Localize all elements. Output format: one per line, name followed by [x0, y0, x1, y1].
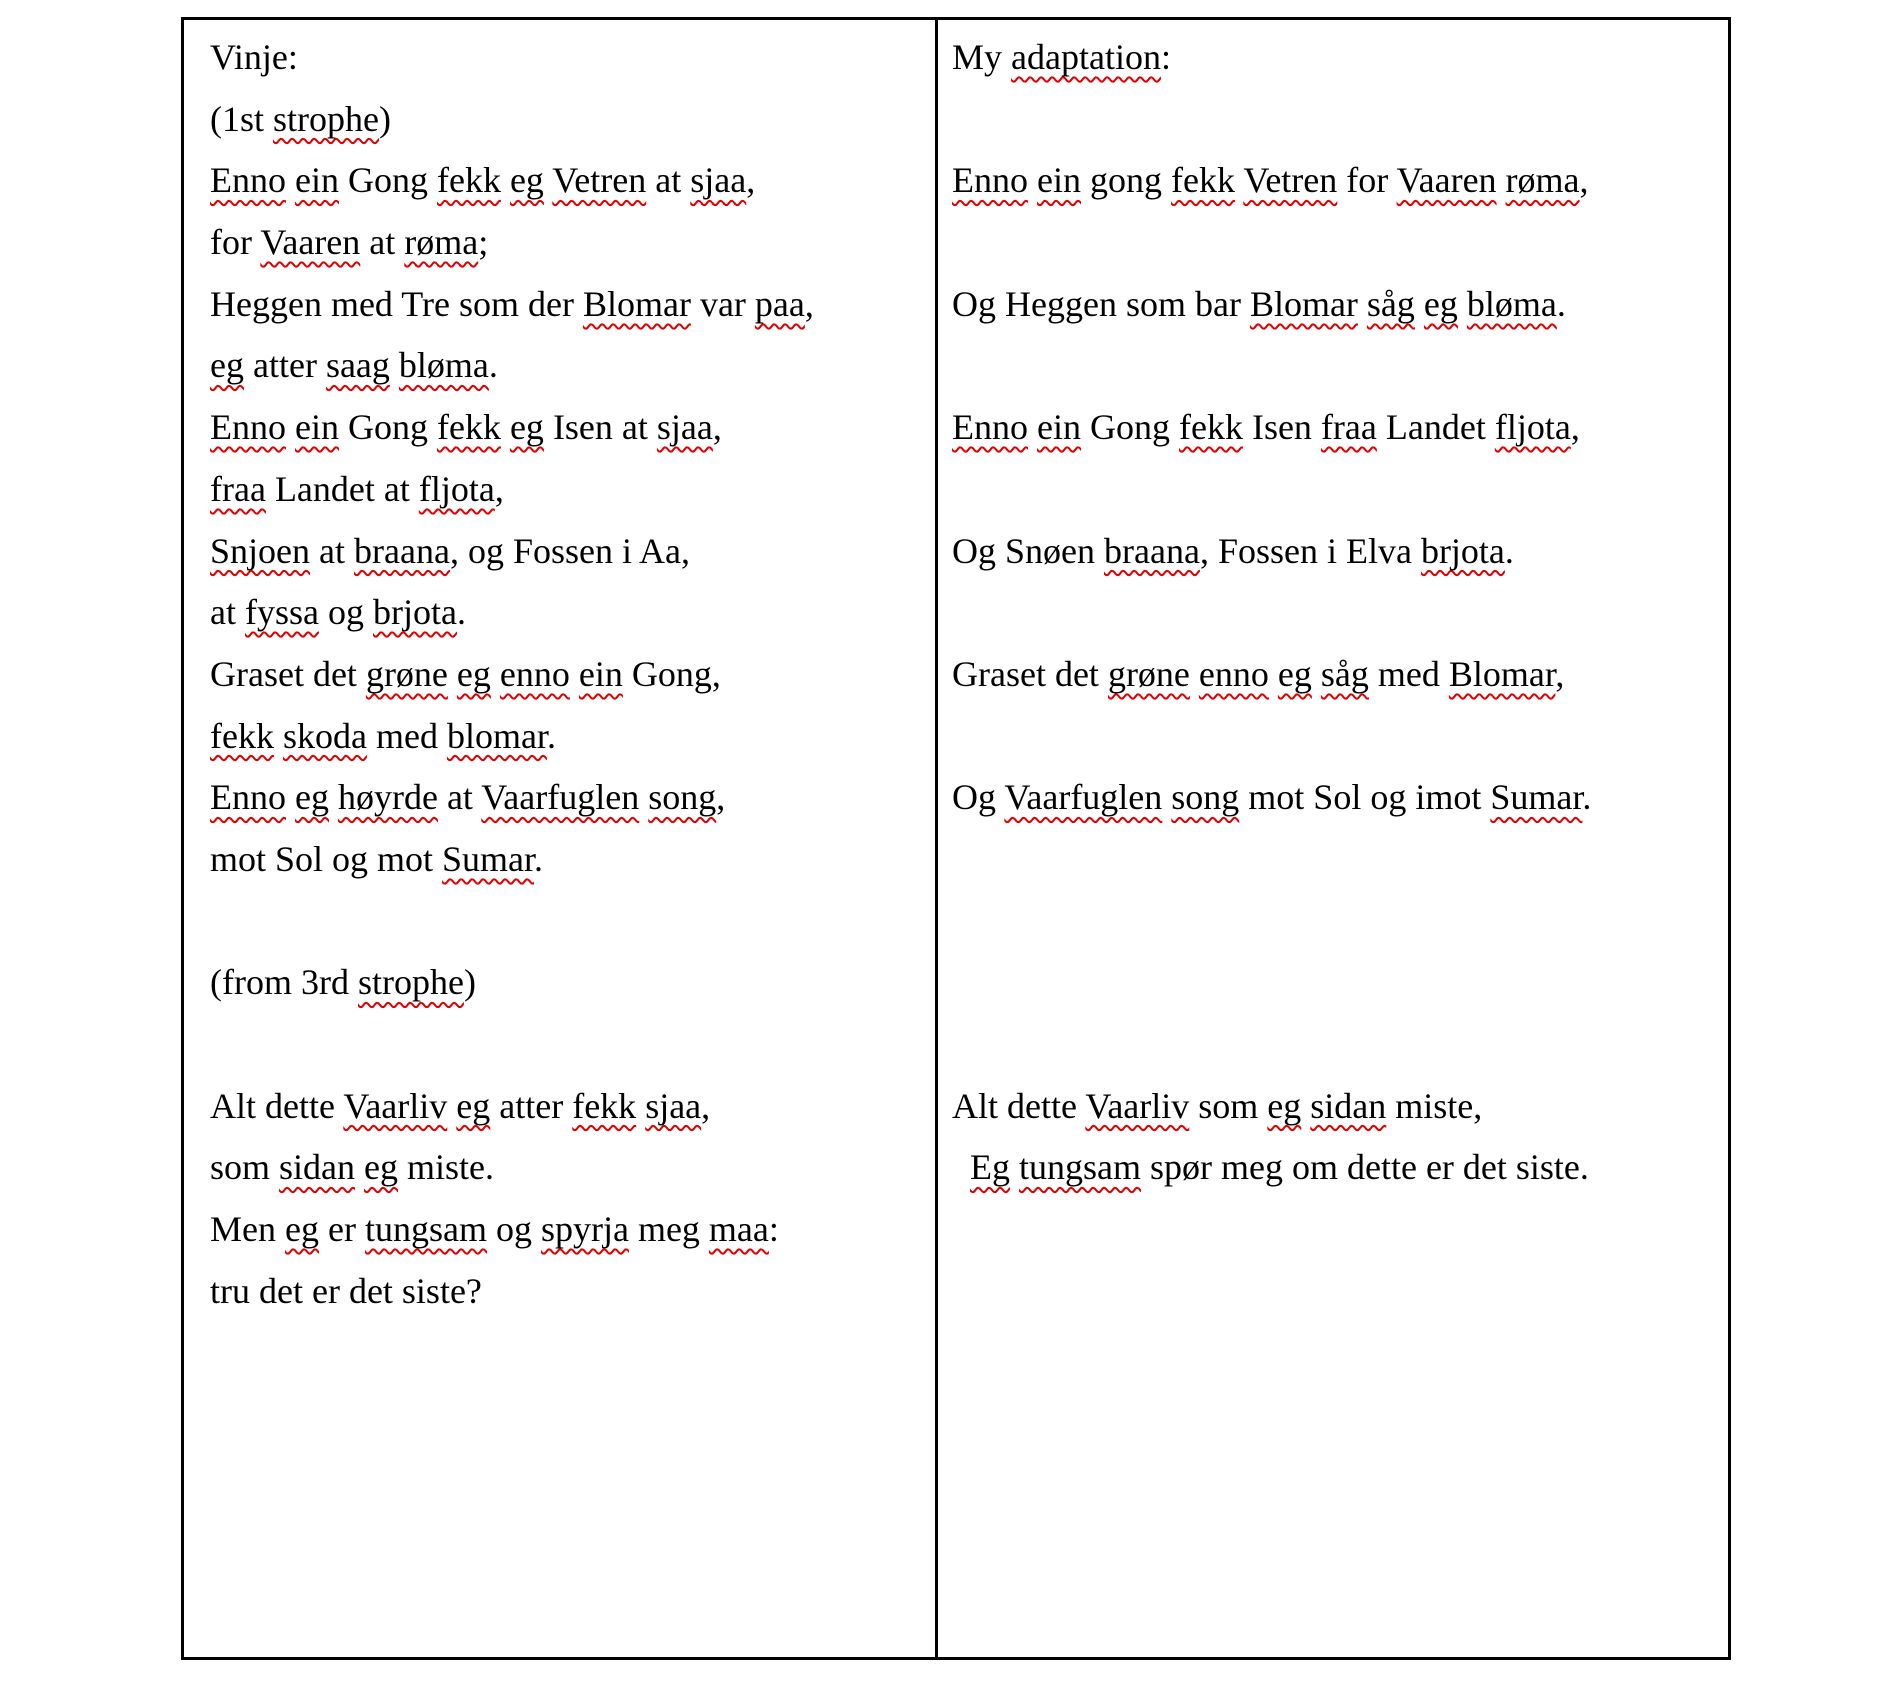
text-segment: .	[1582, 777, 1592, 818]
poem-line	[952, 397, 1720, 459]
text-segment: gong	[1080, 160, 1171, 201]
text-segment: at	[310, 530, 354, 571]
text-segment: .	[488, 345, 498, 386]
text-segment: var	[690, 283, 755, 324]
misspelled-word: fekk	[210, 715, 274, 756]
text-segment: som	[210, 1147, 280, 1188]
text-segment: og	[318, 592, 373, 633]
text-segment	[501, 160, 510, 200]
poem-line	[952, 212, 1720, 274]
misspelled-word: Vaarfuglen	[1004, 777, 1163, 818]
column-header-line	[952, 27, 1720, 89]
text-segment: at	[210, 592, 245, 633]
misspelled-word: fljota	[418, 468, 495, 509]
misspelled-word: tungsam	[1019, 1147, 1141, 1188]
misspelled-word: fyssa	[244, 592, 319, 633]
misspelled-word: Enno	[210, 407, 286, 448]
misspelled-word: Blomar	[1249, 283, 1358, 324]
text-segment: Landet	[1376, 407, 1495, 448]
misspelled-word: Snjoen	[210, 530, 311, 571]
poem-line	[210, 582, 927, 644]
misspelled-word: song	[1171, 777, 1240, 818]
poem-line	[952, 521, 1720, 583]
misspelled-word: fekk	[572, 1085, 637, 1126]
misspelled-word: eg	[1277, 653, 1312, 694]
poem-line	[210, 767, 927, 829]
text-segment	[1028, 407, 1037, 447]
misspelled-word: song	[648, 777, 717, 818]
text-segment: mot Sol og mot	[210, 838, 443, 879]
misspelled-word: eg	[1267, 1085, 1302, 1126]
text-segment: mot Sol og imot	[1239, 777, 1491, 818]
text-segment	[1301, 1086, 1310, 1126]
text-segment	[1358, 284, 1367, 324]
poem-line	[952, 644, 1720, 706]
misspelled-word: Vaarliv	[343, 1085, 448, 1126]
poem-line	[210, 459, 927, 521]
poem-line	[952, 1014, 1720, 1076]
text-segment: Landet at	[265, 468, 419, 509]
misspelled-word: bløma	[1466, 283, 1557, 324]
text-segment: ,	[494, 468, 504, 509]
misspelled-word: fekk	[436, 407, 501, 448]
poem-line	[952, 952, 1720, 1014]
text-segment: miste,	[1386, 1085, 1483, 1126]
poem-line	[210, 89, 927, 151]
text-segment: ,	[712, 407, 722, 448]
poem-line	[952, 1076, 1720, 1138]
misspelled-word: bløma	[398, 345, 489, 386]
misspelled-word: såg	[1366, 283, 1415, 324]
poem-line	[210, 274, 927, 336]
poem-line	[952, 891, 1720, 953]
poem-line	[210, 1076, 927, 1138]
text-segment: Graset det	[952, 653, 1108, 694]
misspelled-word: brjota	[372, 592, 457, 633]
misspelled-word: grøne	[365, 653, 448, 694]
text-segment: ;	[478, 222, 489, 263]
text-segment	[570, 654, 579, 694]
misspelled-word: fraa	[1320, 407, 1377, 448]
text-segment: atter	[490, 1085, 573, 1126]
poem-line	[952, 767, 1720, 829]
text-segment: og	[486, 1209, 541, 1250]
text-segment: at	[360, 222, 405, 263]
misspelled-word: eg	[456, 1085, 491, 1126]
misspelled-word: ein	[295, 160, 339, 201]
misspelled-word: Sumar	[1490, 777, 1583, 818]
text-segment: Gong,	[622, 653, 721, 694]
text-segment: .	[1556, 283, 1566, 324]
text-segment: ,	[1555, 653, 1565, 694]
poem-line	[952, 706, 1720, 768]
poem-line	[952, 582, 1720, 644]
misspelled-word: såg	[1320, 653, 1369, 694]
poem-line	[210, 397, 927, 459]
text-segment	[286, 777, 295, 817]
poem-line	[952, 1137, 1720, 1199]
text-segment: , Fossen i Elva	[1199, 530, 1421, 571]
misspelled-word: fekk	[436, 160, 501, 201]
misspelled-word: adaptation	[1011, 37, 1161, 77]
text-segment: Vinje:	[210, 37, 298, 77]
text-segment: Gong	[338, 160, 437, 201]
misspelled-word: høyrde	[337, 777, 438, 818]
text-segment	[491, 654, 500, 694]
misspelled-word: Vaaren	[1396, 160, 1497, 201]
misspelled-word: Vetren	[1243, 160, 1338, 201]
text-segment: .	[456, 592, 466, 633]
misspelled-word: saag	[325, 345, 390, 386]
misspelled-word: enno	[1198, 653, 1269, 694]
misspelled-word: blomar	[446, 715, 547, 756]
text-segment: med	[1368, 653, 1449, 694]
misspelled-word: maa	[708, 1209, 769, 1250]
text-segment	[1010, 1147, 1019, 1187]
text-segment: Gong	[1080, 407, 1179, 448]
poem-line	[952, 459, 1720, 521]
column-header-line	[210, 27, 927, 89]
poem-line	[210, 644, 927, 706]
text-segment: .	[1504, 530, 1514, 571]
misspelled-word: fraa	[210, 468, 266, 509]
misspelled-word: skoda	[282, 715, 367, 756]
text-segment	[286, 407, 295, 447]
misspelled-word: spyrja	[540, 1209, 629, 1250]
text-segment	[355, 1147, 364, 1187]
text-segment: Isen at	[543, 407, 657, 448]
poem-line	[952, 829, 1720, 891]
misspelled-word: fljota	[1494, 407, 1571, 448]
text-segment: (from 3rd	[210, 962, 358, 1003]
poem-line	[210, 1014, 927, 1076]
misspelled-word: Vetren	[552, 160, 647, 201]
text-segment: Alt dette	[210, 1085, 344, 1126]
poem-line	[210, 335, 927, 397]
misspelled-word: Vaaren	[260, 222, 361, 263]
misspelled-word: Eg	[970, 1147, 1010, 1188]
text-segment: miste.	[398, 1147, 494, 1188]
misspelled-word: eg	[210, 345, 244, 386]
poem-line	[210, 1261, 927, 1323]
misspelled-word: braana	[354, 530, 450, 571]
text-segment	[501, 407, 510, 447]
text-segment: tru det er det siste?	[210, 1270, 482, 1311]
misspelled-word: sidan	[1310, 1085, 1387, 1126]
misspelled-word: Sumar	[442, 838, 535, 879]
text-segment	[1190, 654, 1199, 694]
text-segment: atter	[243, 345, 326, 386]
misspelled-word: eg	[295, 777, 329, 818]
text-segment: Isen	[1242, 407, 1321, 448]
text-segment: .	[534, 838, 544, 879]
text-segment: ,	[1579, 160, 1589, 201]
text-segment: ,	[804, 283, 814, 324]
text-segment: Alt dette	[952, 1085, 1086, 1126]
text-segment	[636, 1086, 645, 1126]
misspelled-word: strophe	[273, 98, 379, 139]
misspelled-word: Blomar	[582, 283, 691, 324]
text-segment	[1028, 160, 1037, 200]
text-segment: , og Fossen i Aa,	[449, 530, 690, 571]
misspelled-word: paa	[754, 283, 805, 324]
misspelled-word: Enno	[210, 777, 286, 818]
text-segment	[952, 1147, 970, 1187]
text-segment	[1458, 284, 1467, 324]
text-segment: at	[437, 777, 482, 818]
misspelled-word: Vaarfuglen	[481, 777, 640, 818]
text-segment: )	[463, 962, 476, 1003]
text-segment: er	[318, 1209, 365, 1250]
table-cell-vinje[interactable]	[184, 20, 935, 1657]
poem-line	[210, 1137, 927, 1199]
poem-line	[210, 1199, 927, 1261]
poem-line	[210, 829, 927, 891]
poem-line	[210, 150, 927, 212]
text-segment	[1162, 777, 1171, 817]
text-segment: ,	[746, 160, 756, 201]
misspelled-word: eg	[509, 407, 544, 448]
text-segment	[1415, 284, 1424, 324]
text-segment: Graset det	[210, 653, 366, 694]
misspelled-word: braana	[1104, 530, 1200, 571]
text-segment: Og	[952, 777, 1005, 818]
poem-line	[952, 335, 1720, 397]
text-segment: :	[1160, 37, 1171, 77]
misspelled-word: eg	[285, 1209, 319, 1250]
misspelled-word: enno	[499, 653, 570, 694]
misspelled-word: ein	[295, 407, 339, 448]
misspelled-word: Blomar	[1448, 653, 1556, 694]
table-cell-my-adaptation[interactable]	[935, 20, 1728, 1657]
misspelled-word: eg	[364, 1147, 398, 1188]
misspelled-word: sjaa	[690, 160, 747, 201]
text-segment: .	[546, 715, 556, 756]
misspelled-word: sidan	[279, 1147, 356, 1188]
text-segment: med	[366, 715, 447, 756]
text-segment	[448, 654, 457, 694]
text-segment	[639, 777, 648, 817]
misspelled-word: Enno	[952, 160, 1028, 201]
misspelled-word: ein	[1037, 160, 1081, 201]
text-segment: ,	[716, 777, 726, 818]
misspelled-word: grøne	[1107, 653, 1190, 694]
text-segment	[1269, 654, 1278, 694]
misspelled-word: strophe	[357, 962, 464, 1003]
misspelled-word: røma	[1505, 160, 1580, 201]
misspelled-word: Enno	[952, 407, 1028, 448]
text-segment	[1497, 160, 1506, 200]
poem-line	[210, 521, 927, 583]
poem-line	[210, 952, 927, 1014]
text-segment: som	[1189, 1085, 1268, 1126]
misspelled-word: tungsam	[364, 1209, 487, 1250]
misspelled-word: fekk	[1178, 407, 1243, 448]
text-segment: Gong	[338, 407, 437, 448]
misspelled-word: sjaa	[645, 1085, 702, 1126]
misspelled-word: sjaa	[656, 407, 713, 448]
misspelled-word: ein	[578, 653, 623, 694]
two-column-poem-table	[181, 17, 1731, 1660]
text-segment: at	[646, 160, 691, 201]
text-segment: My	[952, 37, 1012, 77]
text-segment	[1312, 654, 1321, 694]
misspelled-word: eg	[509, 160, 544, 201]
text-segment	[286, 160, 295, 200]
misspelled-word: eg	[1423, 283, 1458, 324]
text-segment: Og Heggen som bar	[952, 283, 1250, 324]
text-segment: for	[1337, 160, 1397, 201]
text-segment: ,	[1570, 407, 1580, 448]
misspelled-word: eg	[456, 653, 491, 694]
text-segment: meg	[628, 1209, 709, 1250]
text-segment: )	[378, 98, 391, 139]
text-segment	[447, 1086, 456, 1126]
text-segment: (1st	[210, 98, 273, 139]
poem-line	[210, 891, 927, 953]
text-segment: ,	[701, 1085, 711, 1126]
text-segment: :	[768, 1209, 779, 1250]
misspelled-word: Vaarliv	[1085, 1085, 1190, 1126]
misspelled-word: brjota	[1420, 530, 1505, 571]
text-segment: Heggen med Tre som der	[210, 283, 583, 324]
poem-line	[210, 706, 927, 768]
text-segment	[390, 345, 399, 385]
misspelled-word: ein	[1037, 407, 1081, 448]
text-segment: Men	[210, 1209, 285, 1250]
poem-line	[210, 212, 927, 274]
poem-line	[952, 150, 1720, 212]
poem-line	[952, 274, 1720, 336]
text-segment: for	[210, 222, 261, 263]
text-segment: Og Snøen	[952, 530, 1104, 571]
misspelled-word: Enno	[210, 160, 286, 201]
misspelled-word: røma	[404, 222, 479, 263]
misspelled-word: fekk	[1170, 160, 1235, 201]
text-segment	[274, 716, 283, 756]
poem-line	[952, 89, 1720, 151]
text-segment	[329, 777, 338, 817]
text-segment: spør meg om dette er det siste.	[1141, 1147, 1589, 1188]
